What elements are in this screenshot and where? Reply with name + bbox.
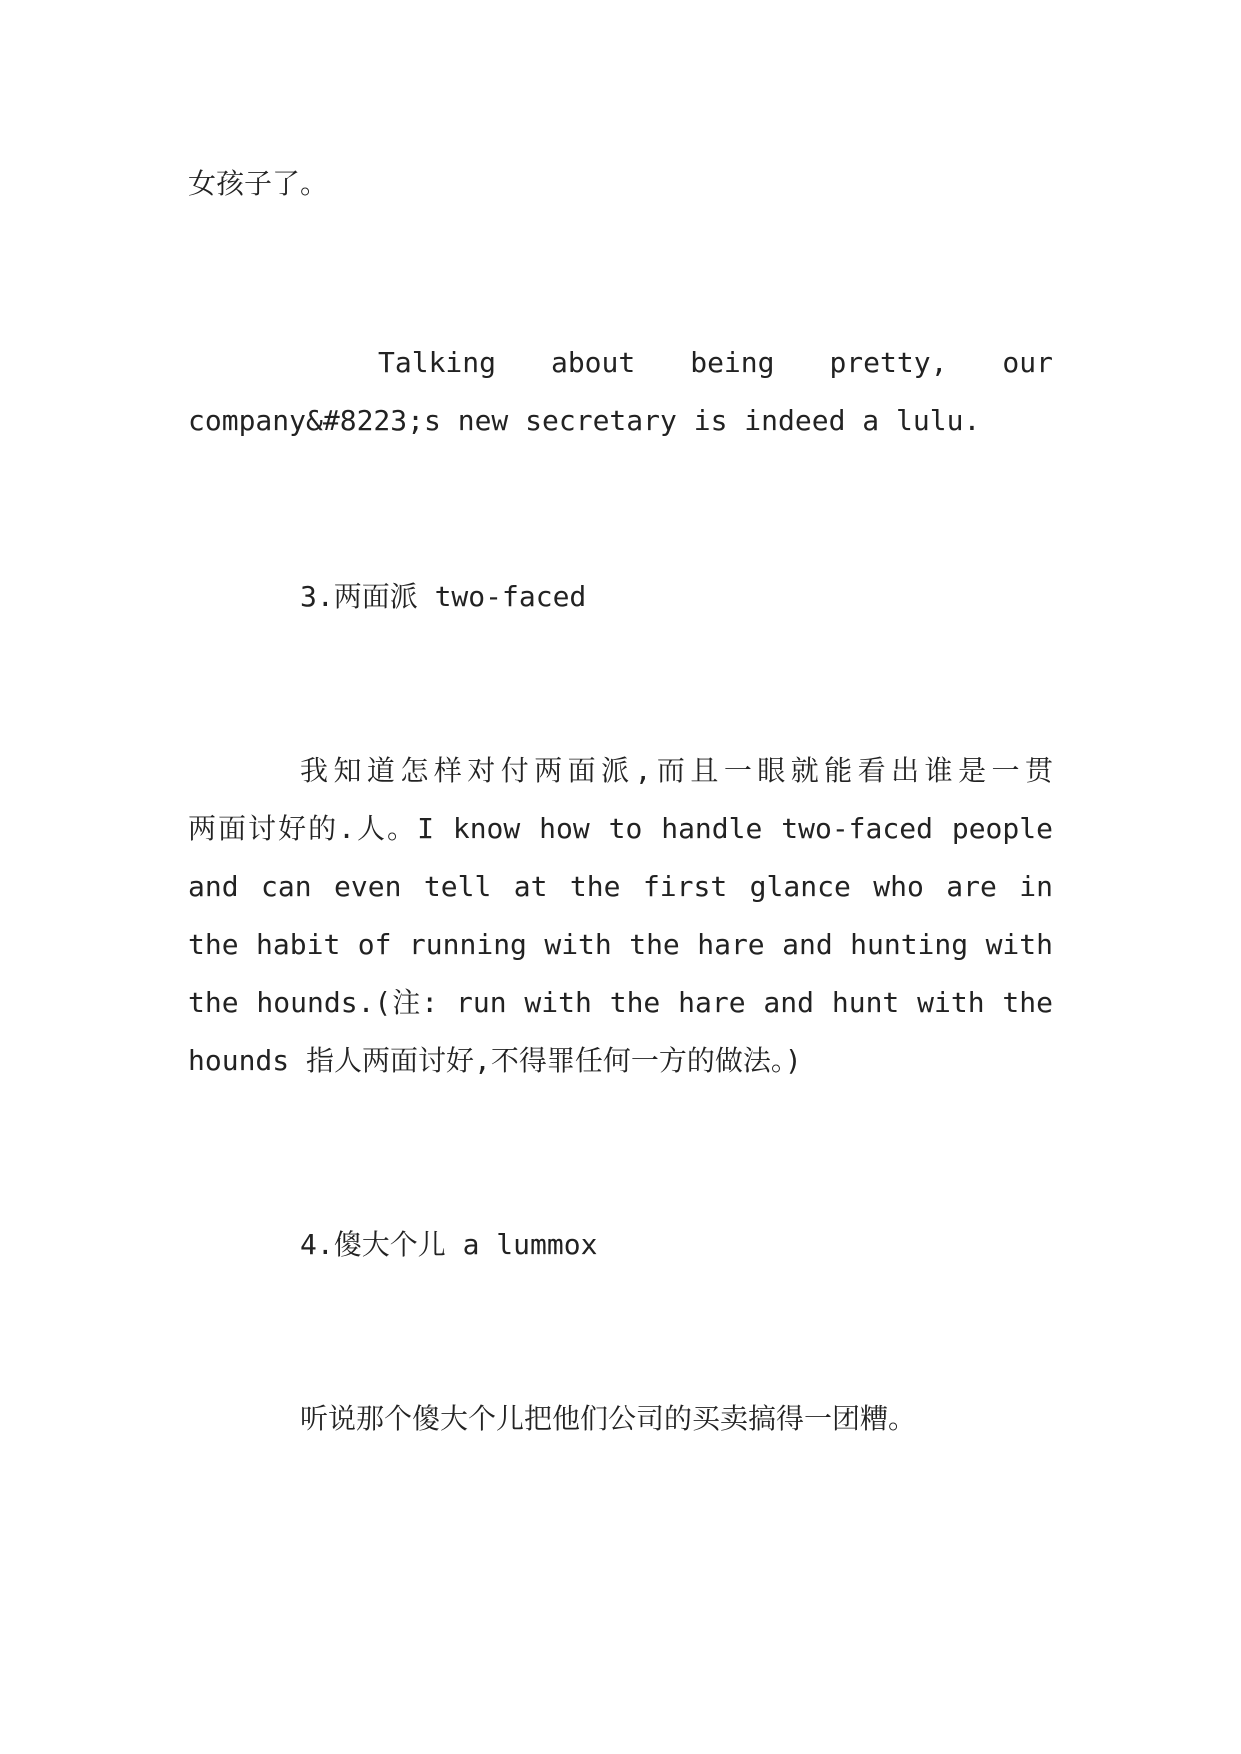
text-line: the habit of running with the hare and hunting with [188,928,1053,961]
section-heading-lummox: 4.傻大个儿 a lummox [300,1228,598,1261]
text-line: Talking about being pretty, our [378,346,1053,379]
text-line: 女孩子了。 [188,167,329,200]
text-line: hounds 指人两面讨好,不得罪任何一方的做法。) [188,1044,802,1077]
text-line: 我知道怎样对付两面派,而且一眼就能看出谁是一贯 [300,754,1053,787]
paragraph-example-lulu [188,334,1053,450]
paragraph-example-two-faced [188,742,1053,1090]
paragraph-continuation [188,155,1053,213]
text-line: company&#8223;s new secretary is indeed a lulu. [188,404,981,437]
text-line: the hounds.(注: run with the hare and hunt with the [188,986,1053,1019]
paragraph-example-lummox: 听说那个傻大个儿把他们公司的买卖搞得一团糟。 [300,1402,917,1435]
text-line: and can even tell at the first glance who are in [188,870,1053,903]
section-heading-two-faced: 3.两面派 two-faced [300,580,587,613]
text-line: 两面讨好的.人。I know how to handle two-faced people [188,812,1053,845]
